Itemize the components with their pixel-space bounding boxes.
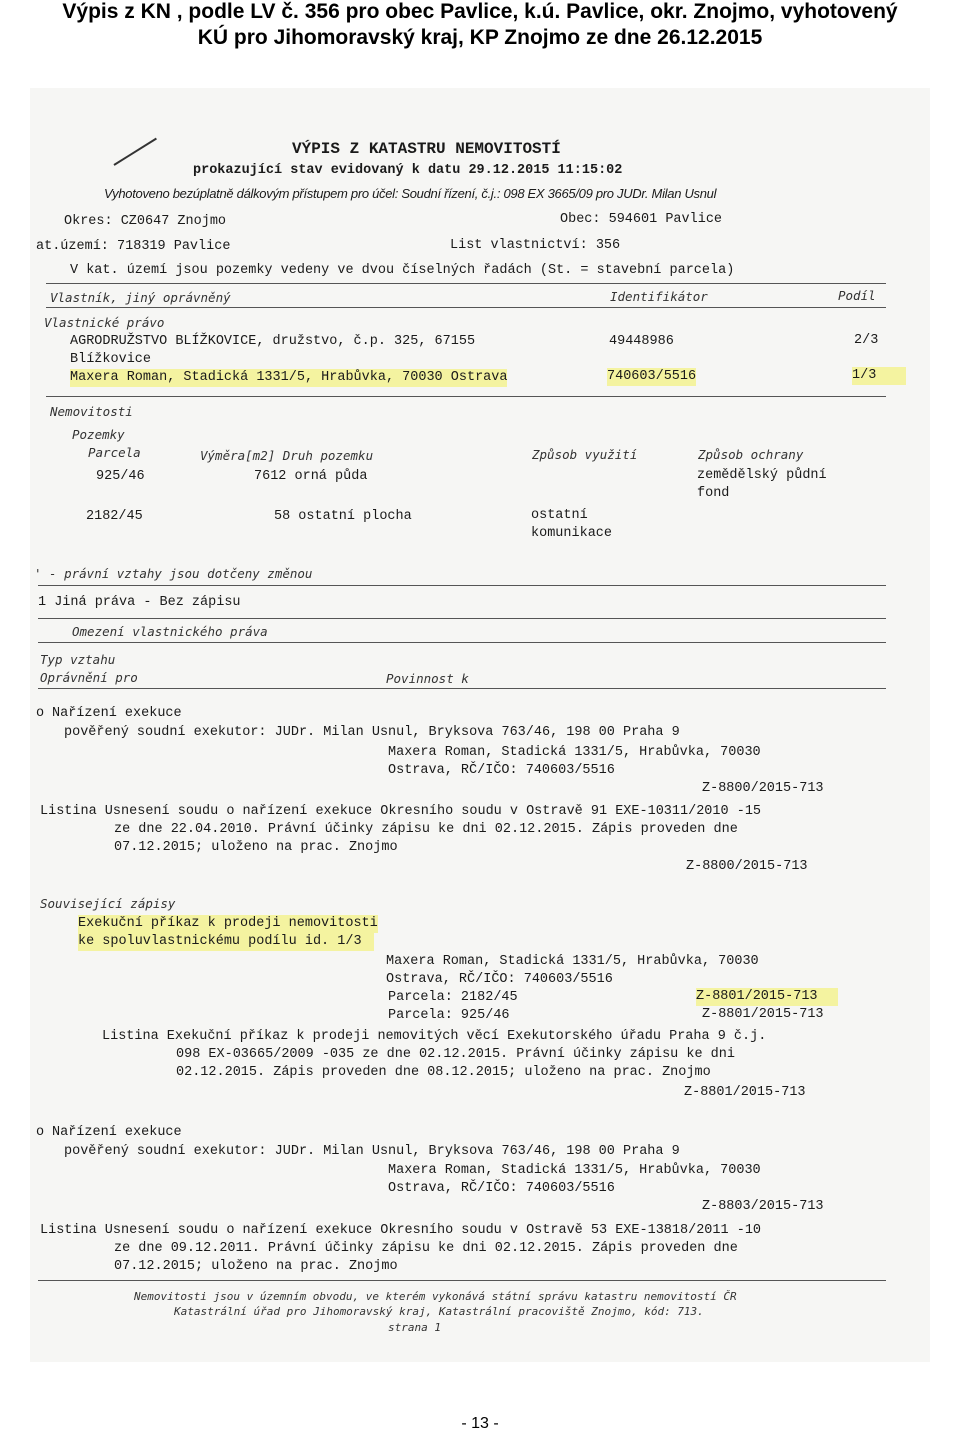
- ciselne-rady: V kat. území jsou pozemky vedeny ve dvou číselných řadách (St. = stavební parcela): [70, 263, 735, 278]
- owner1-id: 49448986: [609, 334, 674, 349]
- divider: [46, 307, 886, 308]
- execution1-doc-3: 07.12.2015; uloženo na prac. Znojmo: [114, 840, 398, 855]
- col-vymera: Výměra[m2] Druh pozemku: [200, 448, 374, 463]
- execution1-doc-1: Listina Usnesení soudu o nařízení exekuce Okresního soudu v Ostravě 91 EXE-10311/2010 -15: [40, 804, 762, 819]
- relation-type: Typ vztahu: [40, 652, 116, 667]
- divider: [38, 1280, 886, 1281]
- divider: [38, 688, 886, 689]
- divider: [38, 642, 886, 643]
- parcel1-number: 925/46: [96, 469, 145, 484]
- related-entries: Související zápisy: [40, 896, 176, 911]
- related-title-2: ke spoluvlastnickému podílu id. 1/3: [78, 933, 374, 951]
- related-doc-3: 02.12.2015. Zápis proveden dne 08.12.2015; uloženo na prac. Znojmo: [176, 1065, 711, 1080]
- pozemky-heading: Pozemky: [72, 427, 125, 442]
- owner2-id: 740603/5516: [607, 369, 697, 384]
- owner2-share: 1/3: [852, 367, 906, 385]
- footer-page: strana 1: [388, 1321, 441, 1334]
- execution2-debtor-2: Ostrava, RČ/IČO: 740603/5516: [388, 1181, 615, 1196]
- footer-line-2: Katastrální úřad pro Jihomoravský kraj, Katastrální pracoviště Znojmo, kód: 713.: [174, 1305, 704, 1318]
- execution1-title: Nařízení exekuce: [52, 706, 182, 721]
- divider: [38, 618, 886, 619]
- doc-title: VÝPIS Z KATASTRU NEMOVITOSTÍ: [292, 140, 561, 158]
- execution2-title: Nařízení exekuce: [52, 1125, 182, 1140]
- execution1-debtor-1: Maxera Roman, Stadická 1331/5, Hrabůvka, 70030: [388, 745, 761, 760]
- related-doc-1: Listina Exekuční příkaz k prodeji nemovitých věcí Exekutorského úřadu Praha 9 č.j.: [102, 1029, 767, 1044]
- execution1-ref-2: Z-8800/2015-713: [686, 859, 808, 874]
- identifier-heading: Identifikátor: [610, 289, 708, 304]
- parcel1-area: 7612 orná půda: [254, 469, 368, 484]
- okres: Okres: CZ0647 Znojmo: [64, 214, 227, 229]
- execution2-doc-2: ze dne 09.12.2011. Právní účinky zápisu ke dni 02.12.2015. Zápis proveden dne: [114, 1241, 738, 1256]
- execution2-doc-3: 07.12.2015; uloženo na prac. Znojmo: [114, 1259, 398, 1274]
- execution2-bullet: o: [36, 1125, 45, 1140]
- ownership-right: Vlastnické právo: [44, 315, 165, 330]
- entitled: Oprávnění pro: [40, 670, 138, 685]
- owner1-city: Blížkovice: [70, 352, 152, 367]
- related-debtor-1: Maxera Roman, Stadická 1331/5, Hrabůvka, 70030: [386, 954, 759, 969]
- nemovitosti-heading: Nemovitosti: [50, 404, 133, 419]
- scanned-document: [30, 88, 930, 1362]
- col-vyuziti: Způsob využití: [532, 447, 638, 462]
- related-debtor-2: Ostrava, RČ/IČO: 740603/5516: [386, 972, 613, 987]
- execution1-debtor-2: Ostrava, RČ/IČO: 740603/5516: [388, 763, 615, 778]
- list-vlastnictvi: List vlastnictví: 356: [450, 238, 621, 253]
- kat-uzemi: at.území: 718319 Pavlice: [36, 239, 231, 254]
- doc-subtitle: prokazující stav evidovaný k datu 29.12.2015 11:15:02: [193, 163, 623, 178]
- parcel2-area: 58 ostatní plocha: [274, 509, 412, 524]
- owner2-name: Maxera Roman, Stadická 1331/5, Hrabůvka, 70030 Ostrava: [70, 370, 508, 385]
- section-other-rights: 1 Jiná práva - Bez zápisu: [38, 595, 241, 610]
- related-parcel-2: Parcela: 925/46: [388, 1008, 510, 1023]
- owner1-name: AGRODRUŽSTVO BLÍŽKOVICE, družstvo, č.p. 325, 67155: [70, 334, 476, 349]
- obec: Obec: 594601 Pavlice: [560, 212, 723, 227]
- related-ref-1: Z-8801/2015-713: [696, 988, 838, 1006]
- execution1-executor: pověřený soudní exekutor: JUDr. Milan Usnul, Bryksova 763/46, 198 00 Praha 9: [64, 725, 680, 740]
- parcel2-use-1: ostatní: [531, 508, 588, 523]
- execution2-doc-1: Listina Usnesení soudu o nařízení exekuce Okresního soudu v Ostravě 53 EXE-13818/2011 -10: [40, 1223, 762, 1238]
- page-header-line2: KÚ pro Jihomoravský kraj, KP Znojmo ze dne 26.12.2015: [197, 26, 763, 49]
- owners-heading: Vlastník, jiný oprávněný: [50, 290, 231, 305]
- signature-mark: [113, 138, 156, 166]
- changes-note: ' - právní vztahy jsou dotčeny změnou: [34, 566, 313, 581]
- divider: [46, 283, 886, 284]
- page-header-line1: Výpis z KN , podle LV č. 356 pro obec Pavlice, k.ú. Pavlice, okr. Znojmo, vyhotovený: [62, 0, 898, 23]
- doc-issued: Vyhotoveno bezúplatně dálkovým přístupem pro účel: Soudní řízení, č.j.: 098 EX 3665/09 pro JUDr. Milan Usnul: [104, 186, 717, 201]
- parcel2-number: 2182/45: [86, 509, 143, 524]
- related-title-1: Exekuční příkaz k prodeji nemovitosti: [78, 916, 378, 931]
- execution1-doc-2: ze dne 22.04.2010. Právní účinky zápisu ke dni 02.12.2015. Zápis proveden dne: [114, 822, 738, 837]
- divider: [38, 585, 886, 586]
- page-number: - 13 -: [461, 1415, 499, 1432]
- execution1-ref-1: Z-8800/2015-713: [702, 781, 824, 796]
- share-heading: Podíl: [838, 288, 876, 303]
- divider: [46, 396, 886, 397]
- obligation: Povinnost k: [386, 671, 469, 686]
- restriction-heading: Omezení vlastnického práva: [72, 624, 268, 639]
- execution2-ref-1: Z-8803/2015-713: [702, 1199, 824, 1214]
- related-ref-2: Z-8801/2015-713: [702, 1007, 824, 1022]
- col-parcela: Parcela: [88, 445, 141, 460]
- related-ref-3: Z-8801/2015-713: [684, 1085, 806, 1100]
- related-doc-2: 098 EX-03665/2009 -035 ze dne 02.12.2015. Právní účinky zápisu ke dni: [176, 1047, 735, 1062]
- execution1-bullet: o: [36, 706, 45, 721]
- footer-line-1: Nemovitosti jsou v územním obvodu, ve kterém vykonává státní správu katastru nemovitostí ČR: [134, 1290, 737, 1303]
- col-ochrana: Způsob ochrany: [698, 447, 804, 462]
- parcel1-protection-2: fond: [697, 486, 730, 501]
- execution2-executor: pověřený soudní exekutor: JUDr. Milan Usnul, Bryksova 763/46, 198 00 Praha 9: [64, 1144, 680, 1159]
- owner1-share: 2/3: [854, 333, 879, 348]
- related-parcel-1: Parcela: 2182/45: [388, 990, 518, 1005]
- execution2-debtor-1: Maxera Roman, Stadická 1331/5, Hrabůvka, 70030: [388, 1163, 761, 1178]
- parcel1-protection-1: zemědělský půdní: [697, 468, 827, 483]
- parcel2-use-2: komunikace: [531, 526, 613, 541]
